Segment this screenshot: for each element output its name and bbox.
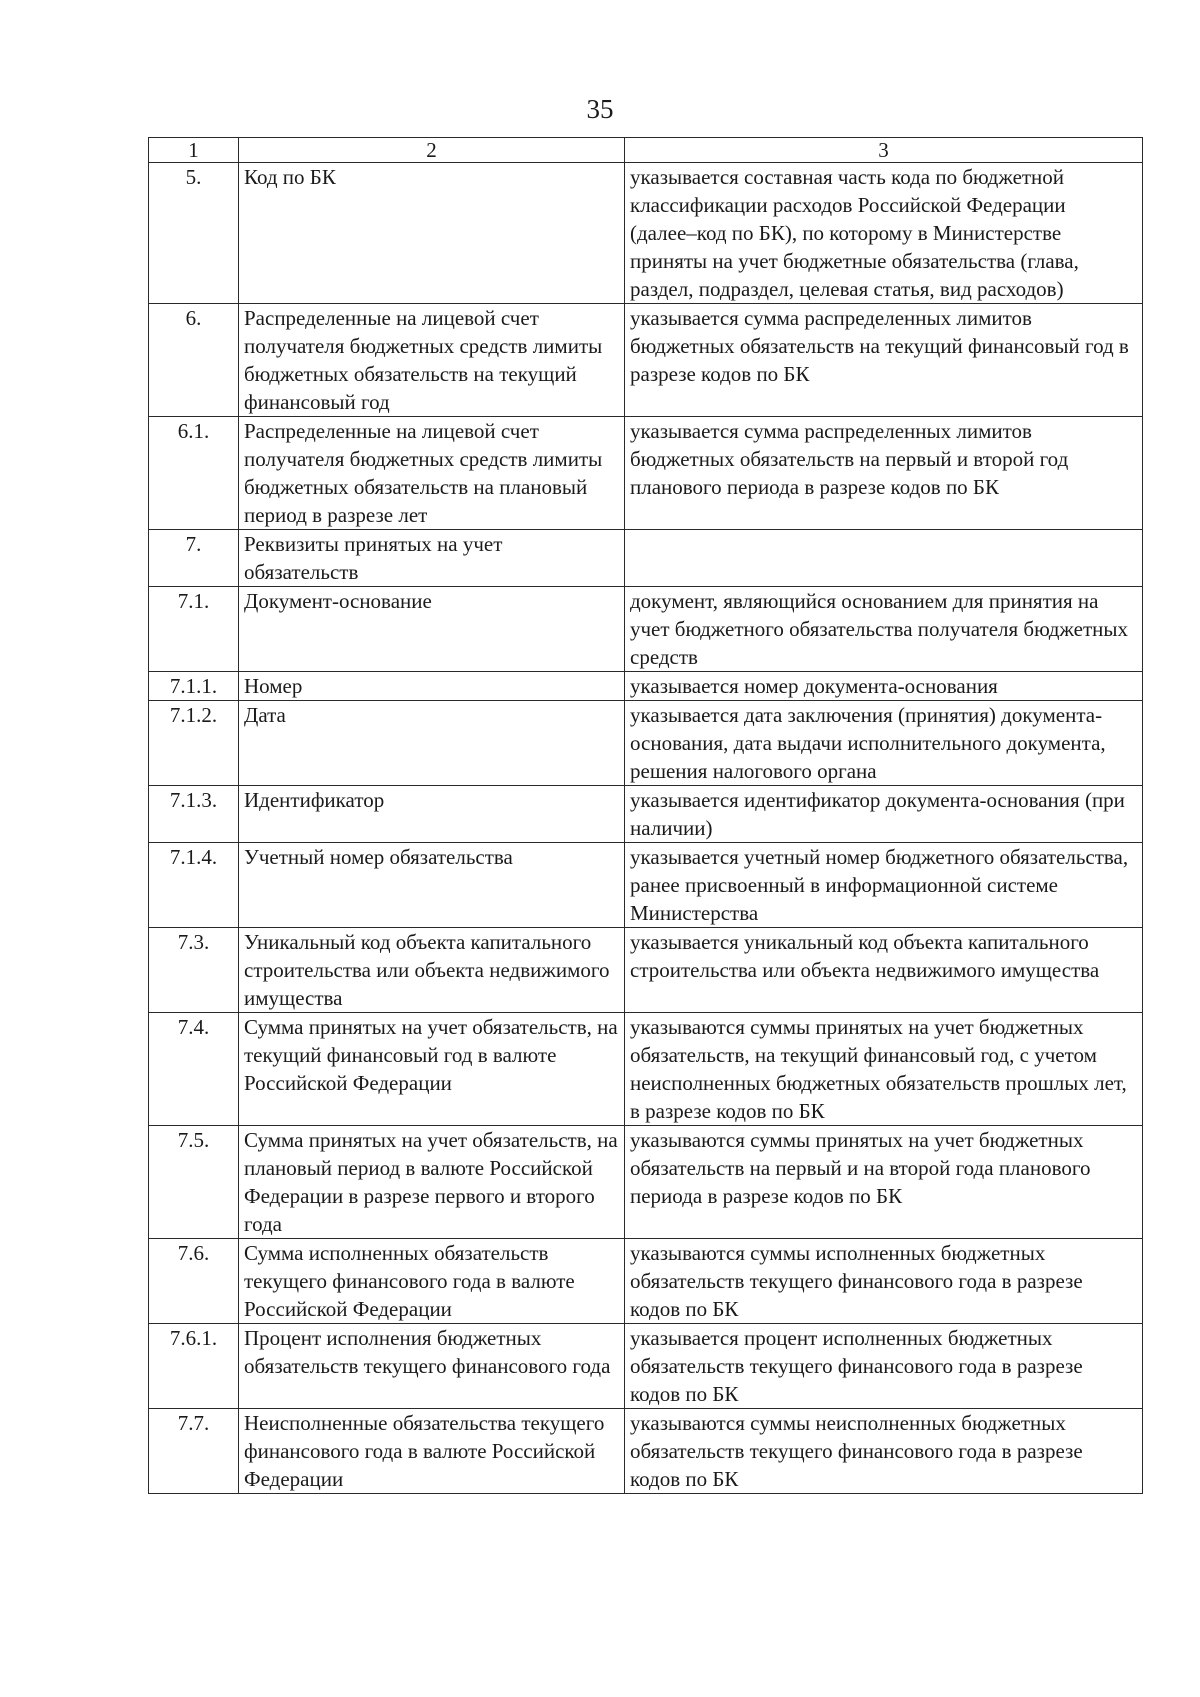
table-row — [149, 1239, 1143, 1324]
row-description-cell: указывается уникальный код объекта капитального строительства или объекта недвижимого имущества — [625, 928, 1143, 1013]
row-description-cell: указывается дата заключения (принятия) документа-основания, дата выдачи исполнительного документа, решения налогового органа — [625, 701, 1143, 786]
row-number-cell: 7.6.1. — [149, 1324, 239, 1409]
row-number-cell: 5. — [149, 163, 239, 304]
row-description-cell: указывается идентификатор документа-основания (при наличии) — [625, 786, 1143, 843]
row-description-cell: указывается номер документа-основания — [625, 672, 1143, 701]
row-number-cell: 7.7. — [149, 1409, 239, 1494]
row-name-cell: Уникальный код объекта капитального строительства или объекта недвижимого имущества — [239, 928, 625, 1013]
row-description-cell: документ, являющийся основанием для принятия на учет бюджетного обязательства получателя бюджетных средств — [625, 587, 1143, 672]
requisites-table — [148, 137, 1143, 1494]
row-number-cell: 6.1. — [149, 417, 239, 530]
row-description-cell: указывается составная часть кода по бюджетной классификации расходов Российской Федерации (далее–код по БК), по которому в Министерстве приняты на учет бюджетные обязательства (глава, раздел, подраздел, целевая статья, вид расходов) — [625, 163, 1143, 304]
row-description-cell: указывается сумма распределенных лимитов бюджетных обязательств на первый и второй год планового периода в разрезе кодов по БК — [625, 417, 1143, 530]
row-name-cell: Дата — [239, 701, 625, 786]
table-row — [149, 843, 1143, 928]
table-row — [149, 1324, 1143, 1409]
row-name-cell: Неисполненные обязательства текущего финансового года в валюте Российской Федерации — [239, 1409, 625, 1494]
row-description-cell — [625, 530, 1143, 587]
table-row — [149, 672, 1143, 701]
row-name-cell: Распределенные на лицевой счет получателя бюджетных средств лимиты бюджетных обязательств на текущий финансовый год — [239, 304, 625, 417]
row-name-cell: Документ-основание — [239, 587, 625, 672]
row-number-cell: 7.1.4. — [149, 843, 239, 928]
row-description-cell: указывается процент исполненных бюджетных обязательств текущего финансового года в разрезе кодов по БК — [625, 1324, 1143, 1409]
row-name-cell: Реквизиты принятых на учет обязательств — [239, 530, 625, 587]
row-number-cell: 7.6. — [149, 1239, 239, 1324]
row-name-cell: Процент исполнения бюджетных обязательств текущего финансового года — [239, 1324, 625, 1409]
row-name-cell: Сумма принятых на учет обязательств, на плановый период в валюте Российской Федерации в разрезе первого и второго года — [239, 1126, 625, 1239]
table-row — [149, 587, 1143, 672]
row-description-cell: указывается сумма распределенных лимитов бюджетных обязательств на текущий финансовый год в разрезе кодов по БК — [625, 304, 1143, 417]
row-number-cell: 7. — [149, 530, 239, 587]
row-description-cell: указываются суммы принятых на учет бюджетных обязательств на первый и на второй года планового периода в разрезе кодов по БК — [625, 1126, 1143, 1239]
row-number-cell: 7.1.2. — [149, 701, 239, 786]
row-description-cell: указывается учетный номер бюджетного обязательства, ранее присвоенный в информационной системе Министерства — [625, 843, 1143, 928]
table-row — [149, 1409, 1143, 1494]
row-name-cell: Сумма принятых на учет обязательств, на текущий финансовый год в валюте Российской Федерации — [239, 1013, 625, 1126]
row-name-cell: Идентификатор — [239, 786, 625, 843]
row-number-cell: 7.1. — [149, 587, 239, 672]
row-number-cell: 7.3. — [149, 928, 239, 1013]
row-number-cell: 7.5. — [149, 1126, 239, 1239]
table-row — [149, 304, 1143, 417]
table-row — [149, 1013, 1143, 1126]
table-row — [149, 701, 1143, 786]
table-row — [149, 530, 1143, 587]
row-number-cell: 6. — [149, 304, 239, 417]
table-row — [149, 786, 1143, 843]
table-row — [149, 417, 1143, 530]
table-row — [149, 928, 1143, 1013]
row-name-cell: Распределенные на лицевой счет получателя бюджетных средств лимиты бюджетных обязательств на плановый период в разрезе лет — [239, 417, 625, 530]
table-row — [149, 1126, 1143, 1239]
row-name-cell: Учетный номер обязательства — [239, 843, 625, 928]
row-description-cell: указываются суммы исполненных бюджетных обязательств текущего финансового года в разрезе кодов по БК — [625, 1239, 1143, 1324]
header-col-2: 2 — [239, 138, 625, 163]
table-row — [149, 163, 1143, 304]
row-description-cell: указываются суммы неисполненных бюджетных обязательств текущего финансового года в разрезе кодов по БК — [625, 1409, 1143, 1494]
header-col-1: 1 — [149, 138, 239, 163]
row-name-cell: Код по БК — [239, 163, 625, 304]
row-name-cell: Номер — [239, 672, 625, 701]
row-number-cell: 7.1.3. — [149, 786, 239, 843]
header-col-3: 3 — [625, 138, 1143, 163]
row-number-cell: 7.4. — [149, 1013, 239, 1126]
row-number-cell: 7.1.1. — [149, 672, 239, 701]
page-number: 35 — [586, 94, 614, 124]
row-name-cell: Сумма исполненных обязательств текущего финансового года в валюте Российской Федерации — [239, 1239, 625, 1324]
table-header-row — [149, 138, 1143, 163]
row-description-cell: указываются суммы принятых на учет бюджетных обязательств, на текущий финансовый год, с учетом неисполненных бюджетных обязательств прошлых лет, в разрезе кодов по БК — [625, 1013, 1143, 1126]
